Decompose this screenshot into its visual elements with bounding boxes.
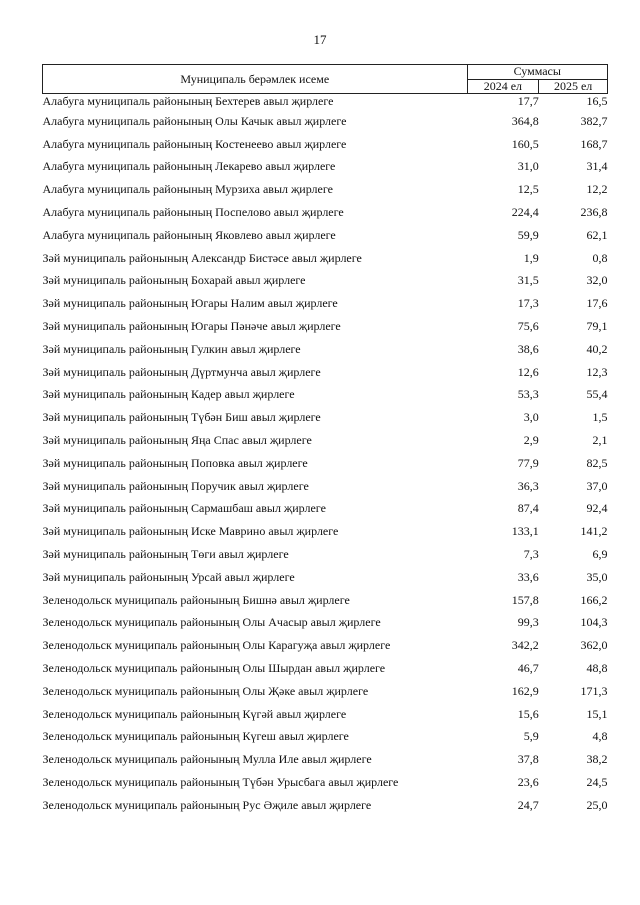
table-row xyxy=(43,520,608,543)
table-row xyxy=(43,566,608,589)
value-2024-cell: 75,6 xyxy=(517,319,539,334)
value-2025-cell: 55,4 xyxy=(586,387,608,402)
municipality-name-cell: Зәй муниципаль районының Поповка авыл җирлеге xyxy=(42,455,308,470)
municipality-name-cell: Зәй муниципаль районының Кадер авыл җирлеге xyxy=(42,387,295,402)
value-2025-cell: 168,7 xyxy=(580,136,608,151)
value-2024-cell: 160,5 xyxy=(511,136,539,151)
value-2024-cell: 224,4 xyxy=(511,205,539,220)
value-2024-cell: 157,8 xyxy=(511,592,539,607)
table-row xyxy=(43,156,608,179)
table-row xyxy=(43,543,608,566)
value-2024-cell: 77,9 xyxy=(517,455,539,470)
table-row xyxy=(43,292,608,315)
table-row xyxy=(43,178,608,201)
value-2025-cell: 38,2 xyxy=(586,752,608,767)
value-2024-cell: 1,9 xyxy=(523,250,539,265)
value-2025-cell: 24,5 xyxy=(586,775,608,789)
value-2024-cell: 46,7 xyxy=(517,661,539,676)
municipality-name-cell: Зәй муниципаль районының Бохарай авыл җирлеге xyxy=(42,273,306,288)
value-2024-cell: 59,9 xyxy=(517,227,539,242)
value-2024-cell: 133,1 xyxy=(511,524,539,539)
value-2025-cell: 12,2 xyxy=(586,182,608,197)
value-2024-cell: 3,0 xyxy=(523,410,539,425)
municipality-name-cell: Зеленодольск муниципаль районының Олы Карагуҗа авыл җирлеге xyxy=(42,638,391,653)
value-2024-cell: 36,3 xyxy=(517,478,539,493)
value-2024-cell: 24,7 xyxy=(517,797,539,812)
municipality-name-cell: Зәй муниципаль районының Югары Пәнәче авыл җирлеге xyxy=(42,319,341,334)
municipality-name-cell: Зеленодольск муниципаль районының Күгеш авыл җирлеге xyxy=(42,729,349,744)
value-2024-cell: 7,3 xyxy=(523,547,539,562)
value-2025-cell: 15,1 xyxy=(586,706,608,721)
table-row xyxy=(43,589,608,612)
table-row xyxy=(43,498,608,521)
value-2024-cell: 12,5 xyxy=(517,182,539,197)
value-2025-cell: 171,3 xyxy=(580,683,608,698)
value-2024-cell: 17,3 xyxy=(517,296,539,311)
value-2025-cell: 31,4 xyxy=(586,159,608,174)
value-2025-cell: 32,0 xyxy=(586,273,608,288)
value-2024-cell: 12,6 xyxy=(517,364,539,379)
value-2025-cell: 17,6 xyxy=(586,296,608,311)
header-municipality-name: Муниципаль берәмлек исеме xyxy=(43,65,468,94)
table-row xyxy=(43,703,608,726)
municipality-name-cell: Зәй муниципаль районының Түбән Биш авыл җирлеге xyxy=(42,410,321,425)
municipality-name-cell: Зәй муниципаль районының Яңа Спас авыл җирлеге xyxy=(42,433,312,448)
municipality-name-cell: Зеленодольск муниципаль районының Олы Ачасыр авыл җирлеге xyxy=(42,615,381,630)
municipality-name-cell: Зәй муниципаль районының Төги авыл җирлеге xyxy=(42,547,289,562)
value-2024-cell: 53,3 xyxy=(517,387,539,402)
municipality-name-cell: Зеленодольск муниципаль районының Олы Шырдан авыл җирлеге xyxy=(42,661,386,676)
table-row xyxy=(43,224,608,247)
table-row xyxy=(43,726,608,749)
municipality-name-cell: Зәй муниципаль районының Югары Налим авыл җирлеге xyxy=(42,296,338,311)
table-row xyxy=(43,794,608,817)
value-2024-cell: 38,6 xyxy=(517,341,539,356)
value-2025-cell: 79,1 xyxy=(586,319,608,334)
municipality-name-cell: Зәй муниципаль районының Александр Бистәсе авыл җирлеге xyxy=(42,250,362,265)
value-2025-cell: 16,5 xyxy=(586,94,608,108)
table-row xyxy=(43,338,608,361)
value-2025-cell: 104,3 xyxy=(580,615,608,630)
table-row xyxy=(43,361,608,384)
value-2025-cell: 6,9 xyxy=(592,547,608,562)
table-row xyxy=(43,680,608,703)
value-2025-cell: 362,0 xyxy=(580,638,608,653)
municipality-name-cell: Зеленодольск муниципаль районының Олы Җәке авыл җирлеге xyxy=(42,683,369,698)
value-2025-cell: 2,1 xyxy=(592,433,608,448)
municipality-name-cell: Зәй муниципаль районының Сармашбаш авыл җирлеге xyxy=(42,501,326,516)
value-2024-cell: 17,7 xyxy=(517,94,539,108)
municipality-name-cell: Зәй муниципаль районының Иске Маврино авыл җирлеге xyxy=(42,524,339,539)
municipality-name-cell: Зеленодольск муниципаль районының Күгәй авыл җирлеге xyxy=(42,706,347,721)
table-row xyxy=(43,612,608,635)
municipality-name-cell: Зәй муниципаль районының Поручик авыл җирлеге xyxy=(42,478,309,493)
municipality-name-cell: Алабуга муниципаль районының Яковлево авыл җирлеге xyxy=(42,227,336,242)
header-sum: Суммасы xyxy=(467,65,607,80)
table-body xyxy=(43,94,608,817)
value-2024-cell: 31,0 xyxy=(517,159,539,174)
value-2025-cell: 141,2 xyxy=(580,524,608,539)
value-2024-cell: 23,6 xyxy=(517,775,539,789)
table-row xyxy=(43,475,608,498)
table-row xyxy=(43,110,608,133)
value-2025-cell: 12,3 xyxy=(586,364,608,379)
value-2025-cell: 382,7 xyxy=(580,113,608,128)
value-2024-cell: 99,3 xyxy=(517,615,539,630)
value-2025-cell: 82,5 xyxy=(586,455,608,470)
value-2025-cell: 37,0 xyxy=(586,478,608,493)
municipality-name-cell: Зәй муниципаль районының Дүртмунча авыл җирлеге xyxy=(42,364,321,379)
value-2025-cell: 166,2 xyxy=(580,592,608,607)
value-2025-cell: 4,8 xyxy=(592,729,608,744)
value-2025-cell: 40,2 xyxy=(586,341,608,356)
value-2025-cell: 48,8 xyxy=(586,661,608,676)
value-2024-cell: 5,9 xyxy=(523,729,539,744)
value-2025-cell: 92,4 xyxy=(586,501,608,516)
value-2024-cell: 87,4 xyxy=(517,501,539,516)
value-2024-cell: 15,6 xyxy=(517,706,539,721)
table-row xyxy=(43,133,608,156)
value-2025-cell: 25,0 xyxy=(586,797,608,812)
municipality-name-cell: Алабуга муниципаль районының Костенеево авыл җирлеге xyxy=(42,136,347,151)
value-2024-cell: 37,8 xyxy=(517,752,539,767)
table-row xyxy=(43,748,608,771)
table-row xyxy=(43,452,608,475)
table-row xyxy=(43,315,608,338)
value-2025-cell: 0,8 xyxy=(592,250,608,265)
municipality-name-cell: Алабуга муниципаль районының Бехтерев авыл җирлеге xyxy=(42,94,334,108)
page-number: 17 xyxy=(313,32,327,47)
municipality-name-cell: Алабуга муниципаль районының Поспелово авыл җирлеге xyxy=(42,205,344,220)
municipality-name-cell: Зеленодольск муниципаль районының Мулла Иле авыл җирлеге xyxy=(42,752,372,767)
value-2025-cell: 1,5 xyxy=(592,410,608,425)
municipality-name-cell: Зеленодольск муниципаль районының Бишнә авыл җирлеге xyxy=(42,592,350,607)
table-row xyxy=(43,429,608,452)
table-row xyxy=(43,384,608,407)
value-2024-cell: 364,8 xyxy=(511,113,539,128)
value-2025-cell: 62,1 xyxy=(586,227,608,242)
value-2025-cell: 236,8 xyxy=(580,205,608,220)
value-2024-cell: 2,9 xyxy=(523,433,539,448)
municipality-name-cell: Зәй муниципаль районының Гулкин авыл җирлеге xyxy=(42,341,301,356)
header-year-2025: 2025 ел xyxy=(539,79,608,94)
value-2024-cell: 162,9 xyxy=(511,683,539,698)
table-row xyxy=(43,406,608,429)
municipality-name-cell: Алабуга муниципаль районының Мурзиха авыл җирлеге xyxy=(42,182,333,197)
header-year-2024: 2024 ел xyxy=(467,79,539,94)
table-row xyxy=(43,247,608,270)
municipality-name-cell: Зеленодольск муниципаль районының Түбән Урысбага авыл җирлеге xyxy=(42,775,399,789)
table-row xyxy=(43,657,608,680)
table-row xyxy=(43,771,608,794)
value-2025-cell: 35,0 xyxy=(586,569,608,584)
value-2024-cell: 342,2 xyxy=(511,638,539,653)
municipality-name-cell: Алабуга муниципаль районының Лекарево авыл җирлеге xyxy=(42,159,336,174)
value-2024-cell: 33,6 xyxy=(517,569,539,584)
municipality-name-cell: Зеленодольск муниципаль районының Рус Әҗиле авыл җирлеге xyxy=(42,797,372,812)
budget-table xyxy=(42,64,608,817)
municipality-name-cell: Алабуга муниципаль районының Олы Качык авыл җирлеге xyxy=(42,113,347,128)
value-2024-cell: 31,5 xyxy=(517,273,539,288)
table-row xyxy=(43,634,608,657)
table-row xyxy=(43,94,608,111)
table-row xyxy=(43,270,608,293)
municipality-name-cell: Зәй муниципаль районының Урсай авыл җирлеге xyxy=(42,569,295,584)
table-row xyxy=(43,201,608,224)
